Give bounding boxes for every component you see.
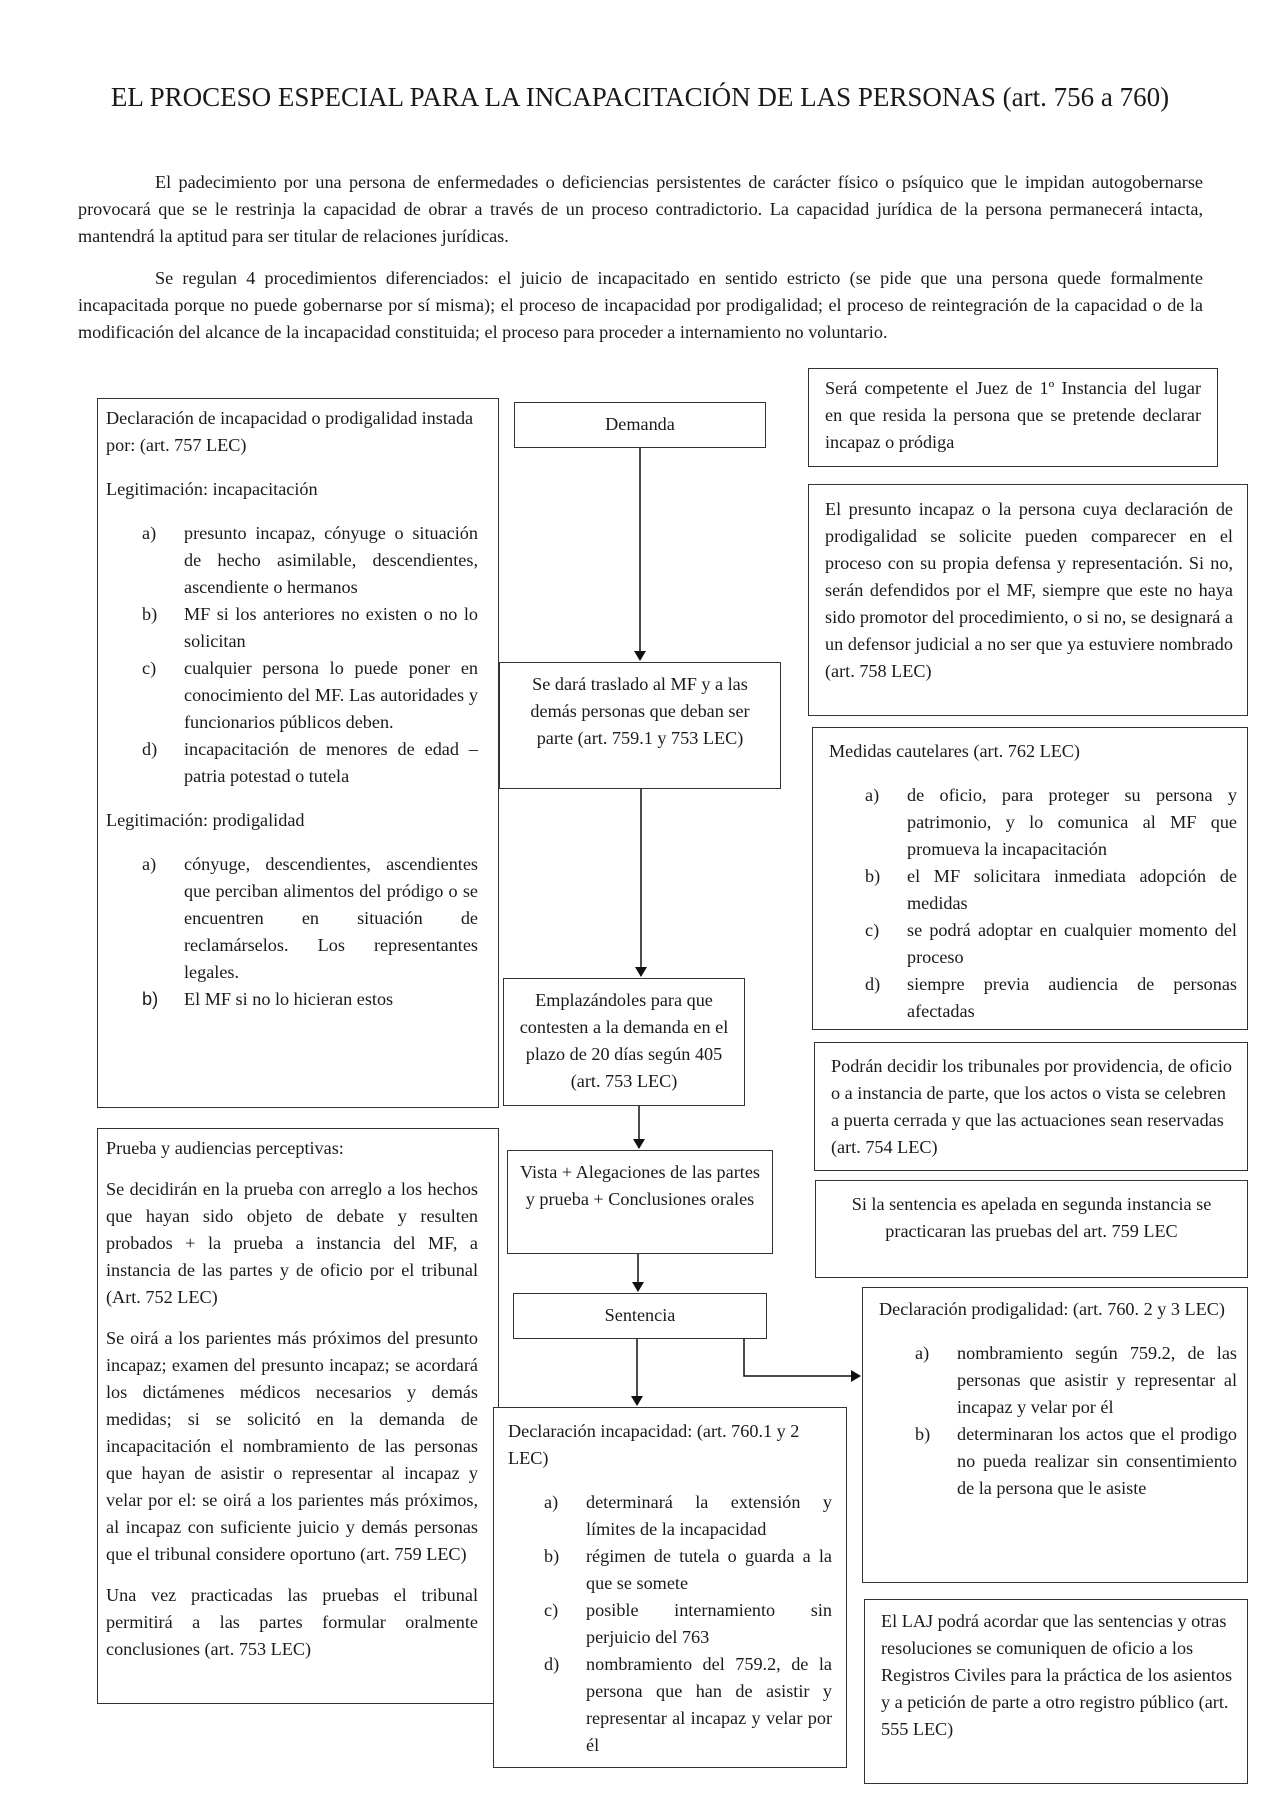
list-item: c) cualquier persona lo puede poner en conocimiento del MF. Las autoridades y funcionarios públicos deben. [142,658,478,732]
flow-step-demanda: Demanda [514,402,766,448]
prodigalidad-list [879,1340,1237,1502]
competencia-box: Será competente el Juez de 1º Instancia del lugar en que resida la persona que se pretende declarar incapaz o pródiga [808,368,1218,467]
list-item: a) determinará la extensión y límites de la incapacidad [544,1492,832,1539]
medidas-heading: Medidas cautelares (art. 762 LEC) [829,741,1080,761]
apelacion-box: Si la sentencia es apelada en segunda instancia se practicaran las pruebas del art. 759 LEC [815,1180,1248,1278]
list-item: a) de oficio, para proteger su persona y patrimonio, y lo comunica al MF que promueva la incapacitación [865,785,1237,859]
flow-step-traslado: Se dará traslado al MF y a las demás personas que deban ser parte (art. 759.1 y 753 LEC) [499,662,781,789]
medidas-list [829,782,1237,1025]
flow-step-vista: Vista + Alegaciones de las partes y prueba + Conclusiones orales [507,1150,773,1254]
list-item: a) nombramiento según 759.2, de las personas que asistir y representar al incapaz y velar por él [915,1343,1237,1417]
prueba-paragraph-1: Se decidirán en la prueba con arreglo a los hechos que hayan sido objeto de debate y resulten probados + la prueba a instancia del MF, a instancia de las partes y de oficio por el tribunal (Art. 752 LEC) [106,1179,478,1307]
intro-paragraph-2: Se regulan 4 procedimientos diferenciados: el juicio de incapacitado en sentido estricto (se pide que una persona quede formalmente incapacitada porque no puede gobernarse por sí misma); el proceso de incapacidad por prodigalidad; el proceso de reintegración de la capacidad o de la modificación del alcance de la incapacidad constituida; el proceso para proceder a internamiento no voluntario. [78,268,1203,342]
list-item: b) régimen de tutela o guarda a la que se somete [544,1546,832,1593]
list-item: d) incapacitación de menores de edad – patria potestad o tutela [142,739,478,786]
list-item: b) El MF si no lo hicieran estos [142,989,394,1009]
legitimacion-incapacitacion-label: Legitimación: incapacitación [106,479,318,499]
list-item: c) se podrá adoptar en cualquier momento del proceso [865,920,1237,967]
flow-step-sentencia: Sentencia [513,1293,767,1339]
legitimacion-prodigalidad-label: Legitimación: prodigalidad [106,810,305,830]
list-item: d) nombramiento del 759.2, de la persona que han de asistir y representar al incapaz y velar por él [544,1654,832,1755]
flow-step-emplazamiento: Emplazándoles para que contesten a la demanda en el plazo de 20 días según 405 (art. 753 LEC) [503,978,745,1106]
incapacidad-box [493,1407,847,1768]
laj-box: El LAJ podrá acordar que las sentencias y otras resoluciones se comuniquen de oficio a los Registros Civiles para la práctica de los asientos y a petición de parte a otro registro público (art. 555 LEC) [864,1599,1248,1784]
legitimacion-box [97,398,499,1108]
prueba-box [97,1128,499,1704]
list-item: a) presunto incapaz, cónyuge o situación de hecho asimilable, descendientes, ascendiente o hermanos [142,523,478,597]
prueba-paragraph-3: Una vez practicadas las pruebas el tribunal permitirá a las partes formular oralmente conclusiones (art. 753 LEC) [106,1585,478,1659]
list-item: c) posible internamiento sin perjuicio del 763 [544,1600,832,1647]
incapacidad-list [508,1489,832,1759]
arrow-sentencia-prodigalidad [744,1338,860,1376]
list-item: a) cónyuge, descendientes, ascendientes que perciban alimentos del pródigo o se encuentren en situación de reclamárselos. Los representantes legales. [142,854,478,982]
medidas-cautelares-box [812,727,1248,1030]
prueba-paragraph-2: Se oirá a los parientes más próximos del presunto incapaz; examen del presunto incapaz; se acordará los dictámenes médicos necesarios y demás medidas; si se solicitó en la demanda de incapacitación el nombramiento de las personas que hayan de asistir o representar al incapaz y velar por el: se oirá a los parientes más próximos, al incapaz con suficiente juicio y demás personas que el tribunal considere oportuno (art. 759 LEC) [106,1328,478,1564]
prodigalidad-heading: Declaración prodigalidad: (art. 760. 2 y 3 LEC) [879,1299,1225,1319]
legitimacion-prodigalidad-list [106,851,478,1013]
prueba-heading: Prueba y audiencias perceptivas: [106,1138,344,1158]
list-item: d) siempre previa audiencia de personas afectadas [865,974,1237,1021]
legitimacion-heading: Declaración de incapacidad o prodigalidad instada por: (art. 757 LEC) [106,408,474,455]
intro-paragraph-1: El padecimiento por una persona de enfermedades o deficiencias persistentes de carácter físico o psíquico que le impidan autogobernarse provocará que se le restrinja la capacidad de obrar a través de un proceso contradictorio. La capacidad jurídica de la persona permanecerá intacta, mantendrá la aptitud para ser titular de relaciones jurídicas. [78,172,1203,246]
list-item: b) MF si los anteriores no existen o no lo solicitan [142,604,478,651]
puerta-cerrada-box: Podrán decidir los tribunales por providencia, de oficio o a instancia de parte, que los actos o vista se celebren a puerta cerrada y que las actuaciones sean reservadas (art. 754 LEC) [814,1042,1248,1171]
legitimacion-incapacitacion-list [106,520,478,790]
prodigalidad-box [862,1287,1248,1583]
document-title: EL PROCESO ESPECIAL PARA LA INCAPACITACIÓN DE LAS PERSONAS (art. 756 a 760) [110,82,1170,112]
list-item: b) el MF solicitara inmediata adopción de medidas [865,866,1237,913]
defensa-box: El presunto incapaz o la persona cuya declaración de prodigalidad se solicite pueden comparecer en el proceso con su propia defensa y representación. Si no, serán defendidos por el MF, siempre que este no haya sido promotor del procedimiento, o si no, se designará a un defensor judicial a no ser que ya estuviere nombrado (art. 758 LEC) [808,484,1248,716]
incapacidad-heading: Declaración incapacidad: (art. 760.1 y 2 LEC) [508,1421,800,1468]
list-item: b) determinaran los actos que el prodigo no pueda realizar sin consentimiento de la persona que le asiste [915,1424,1237,1498]
